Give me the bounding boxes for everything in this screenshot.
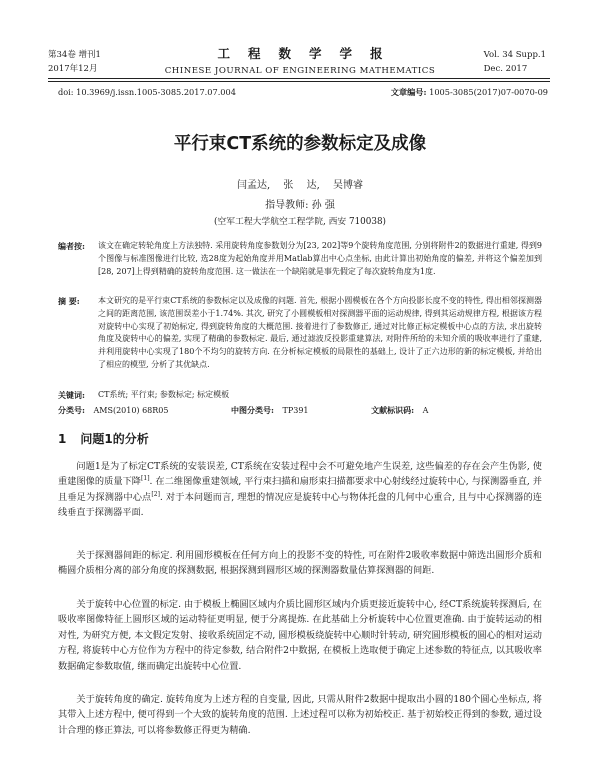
- ams-code: AMS(2010) 68R05: [93, 406, 169, 415]
- advisor: 指导教师: 孙 强: [265, 200, 335, 211]
- editor-note-text: 该文在确定转轮角度上方法独特. 采用旋转角度参数划分为[23, 202]等9个旋转角度范围, 分别将附件2的数据进行重建, 得到9个图像与标准图像进行比较, 选28度为起始角度并用Matlab算出中心点坐标, 由此计算出初始角度的偏差, 并将这个偏差加到[28, 207]上得到精确的旋转角度范围. 这一做法在一个缺陷就是事先假定了每次旋转角度为1度.: [98, 241, 542, 276]
- paragraph-4: [58, 692, 542, 738]
- journal-name-cn: 工程数学学报: [217, 46, 401, 61]
- citation-1: [1]: [141, 475, 150, 483]
- volume-issue: 第34卷 增刊1: [48, 50, 101, 60]
- section-heading: [58, 430, 149, 447]
- abstract-label: 摘 要:: [58, 296, 80, 306]
- p1b-text: . 在二维图像重建领域, 平行束扫描和扇形束扫描都要求中心射线经过旋转中心, 与探测器垂直, 并且垂足为探测器中心点: [58, 476, 542, 503]
- citation-2: [2]: [151, 490, 160, 498]
- abstract: [58, 295, 542, 372]
- doc-code-label: 文献标识码:: [371, 405, 415, 415]
- p3-text: 关于旋转中心位置的标定. 由于模板上椭圆区域内介质比圆形区域内介质更接近旋转中心, 经CT系统旋转探测后, 在吸收率图像特征上圆形区域的运动特征更明显, 便于分离提炼. 在此基础上分析旋转中心位置更准确. 由于旋转运动的相对性, 为研究方便, 本文假定发射、接收系统固定不动, 圆形模板绕旋转中心顺时针转动, 研究圆形模板的圆心的相对运动方程, 将旋转中心方位作为方程中的待定参数, 结合附件2中数据, 在模板上选取便于确定上述参数的特征点, 以其吸收率数据确定参数取值, 继而确定出旋转中心位置.: [58, 599, 542, 672]
- clc-label: 中图分类号:: [231, 405, 274, 415]
- abstract-text: 本文研究的是平行束CT系统的参数标定以及成像的问题. 首先, 根据小圆模板在各个方向投影长度不变的特性, 得出相邻探测器之间的距离范围, 该范围误差小于1.74%. 其次, 研究了小圆模板相对探测器平面的运动规律, 得到其运动规律方程, 根据该方程对旋转中心实现了初始标定, 得到旋转角度的大概范围. 接着进行了参数修正, 通过对比修正标定模板中心点的方法, 求出旋转角度及旋转中心的偏差, 实现了精确的参数标定. 最后, 通过滤波反投影重建算法, 对附件所给的未知介质的吸收率进行了重建, 并利用旋转中心实现了180个不均匀的旋转方向. 在分析标定模板的局限性的基础上, 设计了正六边形的新的标定模板, 并给出了相应的模型, 分析了其优缺点.: [98, 296, 542, 369]
- editor-note: [58, 240, 542, 278]
- ams-label: 分类号:: [58, 405, 85, 415]
- volume-issue-en: Vol. 34 Supp.1: [483, 50, 546, 60]
- doc-code: A: [422, 406, 429, 415]
- article-number-value: 1005-3085(2017)07-0070-09: [429, 87, 548, 97]
- paper-title: 平行束CT系统的参数标定及成像: [173, 134, 427, 154]
- keywords: [58, 389, 542, 402]
- authors: 闫孟达, 张 达, 吴博睿: [237, 180, 363, 191]
- article-number: [391, 87, 548, 98]
- article-number-label: 文章编号:: [390, 87, 427, 97]
- paragraph-3: [58, 597, 542, 674]
- issue-date-en: Dec. 2017: [483, 64, 528, 74]
- issue-date-cn: 2017年12月: [48, 64, 98, 74]
- doi: doi: 10.3969/j.issn.1005-3085.2017.07.004: [58, 87, 236, 97]
- paragraph-1: [58, 459, 542, 521]
- keywords-label: 关键词:: [58, 390, 85, 400]
- affiliation: (空军工程大学航空工程学院, 西安 710038): [214, 217, 386, 227]
- header-rule-thick: [48, 78, 550, 79]
- journal-name-en: CHINESE JOURNAL OF ENGINEERING MATHEMATICS: [164, 66, 436, 76]
- section-title: 问题1的分析: [80, 432, 149, 446]
- clc-code: TP391: [282, 406, 309, 415]
- paragraph-2: [58, 548, 542, 579]
- classification: [58, 404, 542, 418]
- p1c-text: . 对于本问题而言, 理想的情况应是旋转中心与物体托盘的几何中心重合, 且与中心探测器的连线垂直于探测器平面.: [58, 491, 542, 519]
- section-number: 1: [58, 432, 67, 446]
- p2-text: 关于探测器间距的标定. 利用圆形模板在任何方向上的投影不变的特性, 可在附件2吸收率数据中筛选出圆形介质和椭圆介质相分离的部分角度的探测数据, 根据探测到圆形区域的探测器数量估算探测器的间距.: [58, 550, 542, 577]
- p1-text: 问题1是为了标定CT系统的安装误差, CT系统在安装过程中会不可避免地产生误差, 这些偏差的存在会产生伪影, 使重建图像的质量下降: [58, 461, 542, 488]
- p4-text: 关于旋转角度的确定. 旋转角度为上述方程的自变量, 因此, 只需从附件2数据中提取出小圆的180个圆心坐标点, 将其带入上述方程中, 便可得到一个大致的旋转角度的范围. 上述过程可以称为初始校正. 基于初始校正得到的参数, 通过设计合理的修正算法, 可以将参数修正得更为精确.: [58, 694, 542, 736]
- keywords-text: CT系统; 平行束; 参数标定; 标定模板: [98, 390, 230, 399]
- journal-volume-info-en: [484, 48, 546, 76]
- header-rule-thin: [48, 81, 550, 82]
- editor-note-label: 编者按:: [58, 241, 85, 251]
